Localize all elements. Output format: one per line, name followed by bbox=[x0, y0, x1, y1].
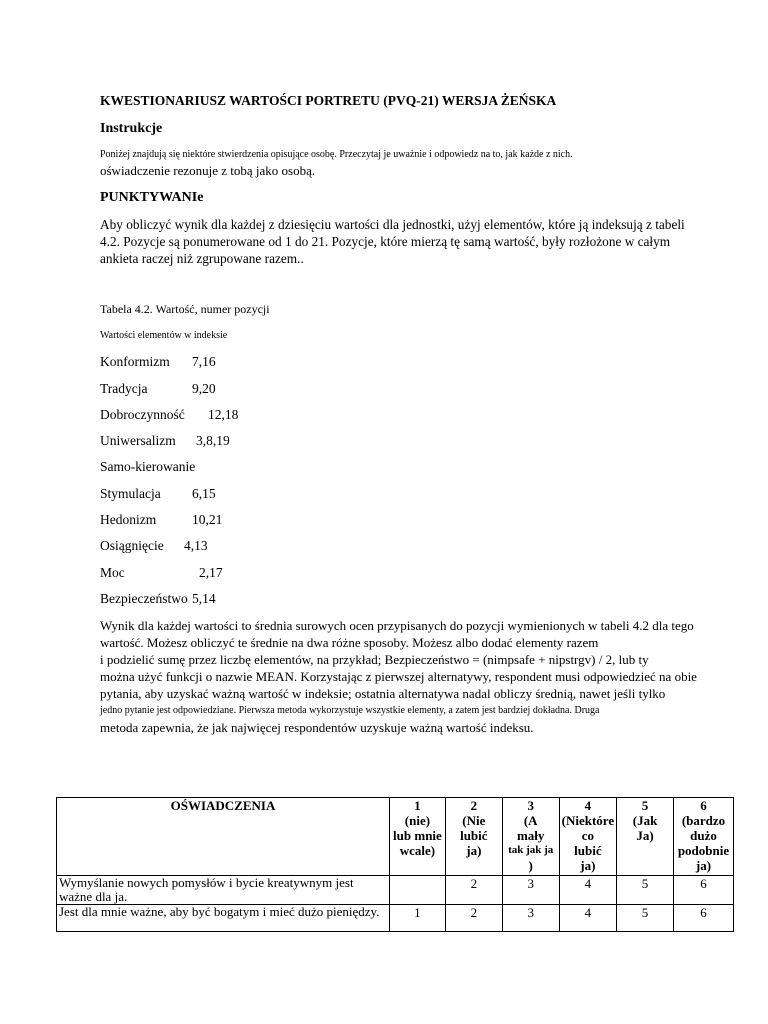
value-name: Bezpieczeństwo bbox=[100, 591, 188, 606]
scale-label: ja) bbox=[466, 843, 482, 858]
value-name: Moc bbox=[100, 565, 125, 580]
table-subcaption: Wartości elementów w indeksie bbox=[100, 330, 228, 341]
scale-label: (Niektóre bbox=[561, 813, 615, 828]
explanation-line: pytania, aby uzyskać ważną wartość w indeksie; ostatnia alternatywa nadal obliczy średnią, nawet jeśli tylko bbox=[100, 686, 666, 701]
scale-header-5 bbox=[617, 798, 674, 876]
scale-label: ja) bbox=[580, 858, 596, 873]
score-cell[interactable]: 6 bbox=[673, 876, 733, 905]
score-cell[interactable] bbox=[389, 876, 445, 905]
document-title: KWESTIONARIUSZ WARTOŚCI PORTRETU (PVQ-21) WERSJA ŻEŃSKA bbox=[100, 93, 557, 108]
scale-label: lubić bbox=[574, 843, 602, 858]
value-items: 12,18 bbox=[208, 407, 239, 422]
score-cell[interactable]: 4 bbox=[559, 876, 616, 905]
scale-label: lubić bbox=[460, 828, 488, 843]
statements-header: OŚWIADCZENIA bbox=[57, 798, 390, 876]
scale-number: 3 bbox=[527, 798, 534, 813]
value-name: Tradycja bbox=[100, 381, 148, 396]
scale-label: co bbox=[581, 828, 595, 843]
scale-label: ja) bbox=[695, 858, 712, 873]
table-row bbox=[57, 905, 734, 932]
scale-number: 2 bbox=[470, 798, 478, 813]
table-row bbox=[57, 876, 734, 905]
explanation-line: i podzielić sumę przez liczbę elementów, na przykład; Bezpieczeństwo = (nimpsafe + nipstrgv) / 2, lub ty bbox=[100, 652, 649, 667]
scale-label: Ja) bbox=[636, 828, 654, 843]
value-name: Samo-kierowanie bbox=[100, 459, 196, 474]
scale-header-2 bbox=[445, 798, 502, 876]
scoring-paragraph-line: ankieta raczej niż zgrupowane razem.. bbox=[100, 251, 304, 266]
explanation-line: można użyć funkcji o nazwie MEAN. Korzystając z pierwszej alternatywy, respondent musi odpowiedzieć na obie bbox=[100, 669, 697, 684]
instructions-text-continued: oświadczenie rezonuje z tobą jako osobą. bbox=[100, 163, 316, 178]
value-items: 10,21 bbox=[192, 512, 223, 527]
instructions-heading: Instrukcje bbox=[100, 121, 163, 136]
score-cell[interactable]: 4 bbox=[559, 905, 616, 932]
scale-label: (Nie bbox=[462, 813, 486, 828]
instructions-text: Poniżej znajdują się niektóre stwierdzenia opisujące osobę. Przeczytaj je uważnie i odpowiedz na to, jak każde z nich. bbox=[100, 149, 573, 160]
value-name: Stymulacja bbox=[100, 486, 161, 501]
explanation-line: metoda zapewnia, że jak najwięcej respondentów uzyskuje ważną wartość indeksu. bbox=[100, 720, 534, 735]
score-cell[interactable]: 2 bbox=[445, 905, 502, 932]
scale-header-6 bbox=[673, 798, 733, 876]
value-items: 5,14 bbox=[192, 591, 216, 606]
scale-label: lub mnie bbox=[393, 828, 442, 843]
scale-label: (Jak bbox=[632, 813, 658, 828]
scale-number: 6 bbox=[700, 798, 707, 813]
value-items: 2,17 bbox=[199, 565, 223, 580]
statement-cell: Wymyślanie nowych pomysłów i bycie kreatywnym jest ważne dla ja. bbox=[57, 876, 390, 905]
scoring-paragraph-line: Aby obliczyć wynik dla każdej z dziesięciu wartości dla jednostki, użyj elementów, które ją indeksują z tabeli bbox=[100, 217, 685, 232]
value-items: 3,8,19 bbox=[196, 433, 230, 448]
score-cell[interactable]: 2 bbox=[445, 876, 502, 905]
explanation-line: wartość. Możesz obliczyć te średnie na dwa różne sposoby. Możesz albo dodać elementy razem bbox=[100, 635, 599, 650]
value-name: Hedonizm bbox=[100, 512, 157, 527]
scale-label: (A bbox=[523, 813, 538, 828]
scale-label: ) bbox=[528, 858, 533, 873]
table-header-row bbox=[57, 798, 734, 876]
value-name: Dobroczynność bbox=[100, 407, 185, 422]
table-caption: Tabela 4.2. Wartość, numer pozycji bbox=[100, 302, 270, 316]
scale-header-3 bbox=[502, 798, 559, 876]
value-items: 9,20 bbox=[192, 381, 216, 396]
scale-label: wcale) bbox=[399, 843, 436, 858]
scale-label: (nie) bbox=[404, 813, 431, 828]
score-cell[interactable]: 3 bbox=[502, 905, 559, 932]
scale-header-1 bbox=[389, 798, 445, 876]
score-cell[interactable]: 6 bbox=[673, 905, 733, 932]
value-name: Konformizm bbox=[100, 354, 170, 369]
value-name: Uniwersalizm bbox=[100, 433, 176, 448]
explanation-line: Wynik dla każdej wartości to średnia surowych ocen przypisanych do pozycji wymienionych w tabeli 4.2 dla tego bbox=[100, 618, 694, 633]
value-items: 4,13 bbox=[184, 538, 208, 553]
score-cell[interactable]: 1 bbox=[389, 905, 445, 932]
scoring-paragraph-line: 4.2. Pozycje są ponumerowane od 1 do 21. Pozycje, które mierzą tę samą wartość, były rozłożone w całym bbox=[100, 234, 671, 249]
explanation-line: jedno pytanie jest odpowiedziane. Pierwsza metoda wykorzystuje wszystkie elementy, a zatem jest bardziej dokładna. Druga bbox=[100, 705, 600, 716]
scale-label: (bardzo bbox=[681, 813, 726, 828]
value-items: 7,16 bbox=[192, 354, 216, 369]
scale-header-4 bbox=[559, 798, 616, 876]
scoring-explanation bbox=[100, 617, 697, 736]
value-name: Osiągnięcie bbox=[100, 538, 164, 553]
value-items: 6,15 bbox=[192, 486, 216, 501]
scale-label: podobnie bbox=[677, 843, 730, 858]
scale-number: 1 bbox=[414, 798, 421, 813]
scale-label: mały bbox=[516, 828, 545, 843]
statement-cell: Jest dla mnie ważne, aby być bogatym i mieć dużo pieniędzy. bbox=[57, 905, 390, 932]
scale-number: 5 bbox=[641, 798, 649, 813]
scale-label: dużo bbox=[690, 828, 717, 843]
scale-number: 4 bbox=[584, 798, 592, 813]
scoring-paragraph bbox=[100, 216, 700, 267]
questionnaire-table bbox=[56, 797, 734, 932]
score-cell[interactable]: 5 bbox=[617, 876, 674, 905]
score-cell[interactable]: 5 bbox=[617, 905, 674, 932]
score-cell[interactable]: 3 bbox=[502, 876, 559, 905]
scale-label: tak jak ja bbox=[508, 844, 554, 856]
scoring-heading: PUNKTYWANIe bbox=[100, 190, 204, 205]
